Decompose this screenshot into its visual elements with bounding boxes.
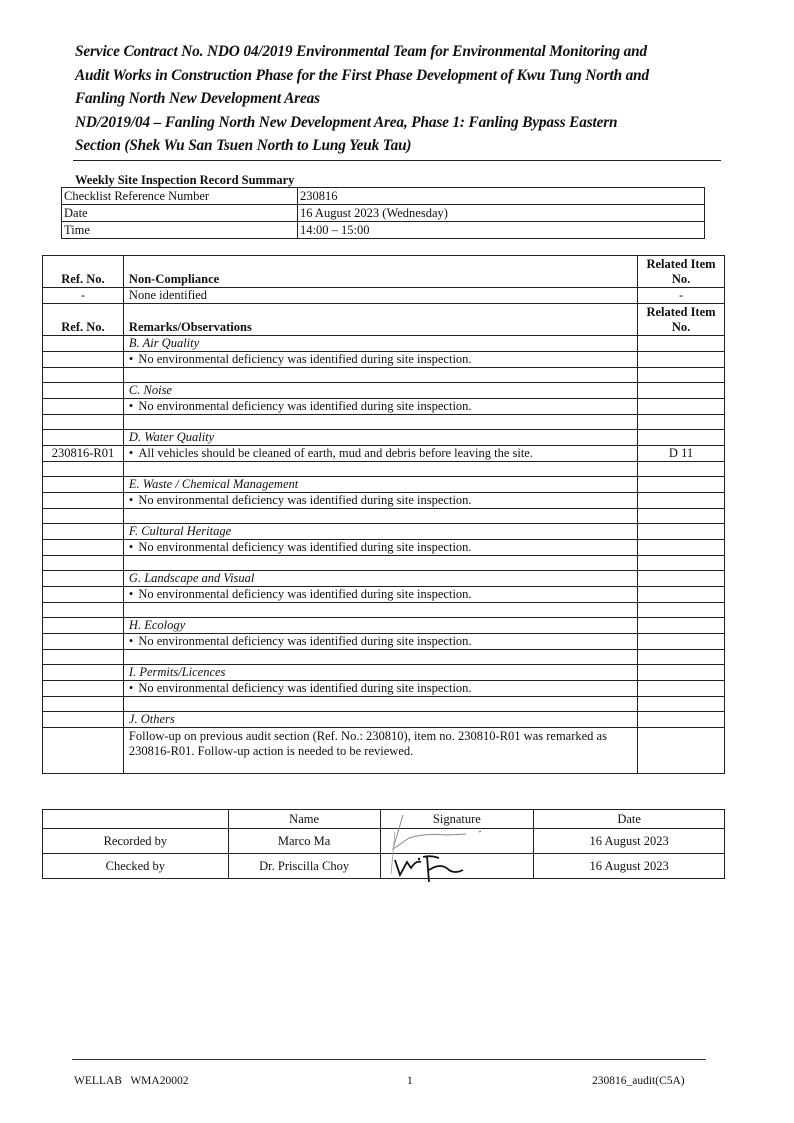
signature-header: Signature <box>380 810 534 829</box>
related-item-cell <box>638 712 725 728</box>
category-label: I. Permits/Licences <box>123 665 637 681</box>
page-number: 1 <box>407 1075 413 1087</box>
related-item-cell <box>638 383 725 399</box>
signoff-row <box>43 829 725 854</box>
title-line: ND/2019/04 – Fanling North New Development Area, Phase 1: Fanling Bypass Eastern <box>75 113 618 131</box>
observation-text: • No environmental deficiency was identified during site inspection. <box>129 681 472 695</box>
ref-no-cell: - <box>43 288 124 304</box>
non-compliance-header: Non-Compliance <box>123 256 637 288</box>
footer-left: WELLAB WMA20002 <box>74 1075 189 1087</box>
date-cell: 16 August 2023 <box>534 829 725 854</box>
empty-cell <box>123 368 637 383</box>
category-row <box>43 618 725 634</box>
date-header: Date <box>534 810 725 829</box>
related-item-cell: - <box>638 288 725 304</box>
empty-cell <box>638 556 725 571</box>
spacer-row <box>43 603 725 618</box>
observation-cell <box>123 399 637 415</box>
category-label: E. Waste / Chemical Management <box>123 477 637 493</box>
title-line: Audit Works in Construction Phase for the First Phase Development of Kwu Tung North and <box>75 66 650 84</box>
category-row <box>43 571 725 587</box>
summary-value: 14:00 – 15:00 <box>298 222 705 239</box>
non-compliance-header-row <box>43 256 725 288</box>
empty-cell <box>638 509 725 524</box>
summary-key: Date <box>62 205 298 222</box>
ref-no-cell <box>43 477 124 493</box>
signoff-table <box>42 809 725 879</box>
observation-text: • No environmental deficiency was identified during site inspection. <box>129 493 472 507</box>
signature-cell <box>380 854 534 879</box>
observation-text: • No environmental deficiency was identified during site inspection. <box>129 352 472 366</box>
signature-cell <box>380 829 534 854</box>
ref-no-cell <box>43 336 124 352</box>
empty-cell <box>123 556 637 571</box>
category-row <box>43 336 725 352</box>
category-row <box>43 712 725 728</box>
name-cell: Marco Ma <box>228 829 380 854</box>
spacer-row <box>43 415 725 430</box>
ref-no-cell <box>43 681 124 697</box>
name-header: Name <box>228 810 380 829</box>
role-cell: Recorded by <box>43 829 229 854</box>
category-label: F. Cultural Heritage <box>123 524 637 540</box>
related-item-cell <box>638 587 725 603</box>
role-header <box>43 810 229 829</box>
empty-cell <box>43 556 124 571</box>
observation-text: • No environmental deficiency was identified during site inspection. <box>129 399 472 413</box>
observation-text: • No environmental deficiency was identified during site inspection. <box>129 587 472 601</box>
remarks-header: Remarks/Observations <box>123 304 637 336</box>
empty-cell <box>43 509 124 524</box>
ref-no-cell <box>43 540 124 556</box>
empty-cell <box>43 603 124 618</box>
related-item-cell <box>638 681 725 697</box>
ref-no-cell <box>43 399 124 415</box>
ref-no-cell <box>43 383 124 399</box>
signature-recorded-icon <box>381 829 535 855</box>
signoff-row <box>43 854 725 879</box>
empty-cell <box>123 697 637 712</box>
empty-cell <box>123 462 637 477</box>
ref-no-cell: 230816-R01 <box>43 446 124 462</box>
category-label: J. Others <box>123 712 637 728</box>
related-item-cell: D 11 <box>638 446 725 462</box>
ref-no-cell <box>43 634 124 650</box>
non-compliance-cell: None identified <box>123 288 637 304</box>
related-item-header: Related Item No. <box>638 304 725 336</box>
related-item-cell <box>638 477 725 493</box>
summary-key: Checklist Reference Number <box>62 188 298 205</box>
ref-no-cell <box>43 352 124 368</box>
spacer-row <box>43 509 725 524</box>
summary-row <box>62 222 705 239</box>
summary-row <box>62 188 705 205</box>
spacer-row <box>43 368 725 383</box>
non-compliance-row <box>43 288 725 304</box>
observation-row <box>43 399 725 415</box>
empty-cell <box>638 415 725 430</box>
observation-text: • No environmental deficiency was identified during site inspection. <box>129 540 472 554</box>
observation-cell <box>123 634 637 650</box>
title-divider <box>73 160 721 161</box>
empty-cell <box>43 697 124 712</box>
ref-no-header: Ref. No. <box>43 304 124 336</box>
others-row <box>43 728 725 774</box>
title-line: Section (Shek Wu San Tsuen North to Lung Yeuk Tau) <box>75 137 412 155</box>
category-row <box>43 665 725 681</box>
related-item-cell <box>638 524 725 540</box>
category-row <box>43 477 725 493</box>
title-line: Service Contract No. NDO 04/2019 Environmental Team for Environmental Monitoring and <box>75 43 648 60</box>
empty-cell <box>123 603 637 618</box>
empty-cell <box>638 650 725 665</box>
ref-no-cell <box>43 493 124 509</box>
ref-no-cell <box>43 587 124 603</box>
empty-cell <box>123 415 637 430</box>
role-cell: Checked by <box>43 854 229 879</box>
empty-cell <box>43 462 124 477</box>
observation-cell <box>123 587 637 603</box>
related-item-cell <box>638 634 725 650</box>
title-line: Fanling North New Development Areas <box>75 90 320 108</box>
related-item-cell <box>638 493 725 509</box>
remarks-header-row <box>43 304 725 336</box>
spacer-row <box>43 462 725 477</box>
related-item-cell <box>638 430 725 446</box>
summary-heading: Weekly Site Inspection Record Summary <box>75 173 295 187</box>
observation-row <box>43 493 725 509</box>
summary-key: Time <box>62 222 298 239</box>
observation-cell <box>123 681 637 697</box>
empty-cell <box>43 415 124 430</box>
category-label: G. Landscape and Visual <box>123 571 637 587</box>
ref-no-cell <box>43 712 124 728</box>
others-text: Follow-up on previous audit section (Ref. No.: 230810), item no. 230810-R01 was remarked as 230816-R01. Follow-up action is needed to be reviewed. <box>123 728 637 774</box>
category-label: D. Water Quality <box>123 430 637 446</box>
observation-row <box>43 681 725 697</box>
observation-cell <box>123 446 637 462</box>
signature-checked-icon <box>381 854 535 880</box>
category-label: B. Air Quality <box>123 336 637 352</box>
empty-cell <box>638 462 725 477</box>
spacer-row <box>43 650 725 665</box>
category-label: C. Noise <box>123 383 637 399</box>
signoff-header-row <box>43 810 725 829</box>
category-label: H. Ecology <box>123 618 637 634</box>
related-item-cell <box>638 399 725 415</box>
ref-no-header: Ref. No. <box>43 256 124 288</box>
empty-cell <box>123 509 637 524</box>
observation-cell <box>123 493 637 509</box>
name-cell: Dr. Priscilla Choy <box>228 854 380 879</box>
category-row <box>43 524 725 540</box>
observation-row <box>43 540 725 556</box>
observation-cell <box>123 540 637 556</box>
related-item-cell <box>638 618 725 634</box>
observation-row <box>43 587 725 603</box>
ref-no-cell <box>43 665 124 681</box>
spacer-row <box>43 697 725 712</box>
empty-cell <box>43 650 124 665</box>
empty-cell <box>123 650 637 665</box>
related-item-header: Related Item No. <box>638 256 725 288</box>
empty-cell <box>638 697 725 712</box>
ref-no-cell <box>43 524 124 540</box>
summary-row <box>62 205 705 222</box>
ref-no-cell <box>43 571 124 587</box>
observation-row <box>43 352 725 368</box>
observation-cell <box>123 352 637 368</box>
related-item-cell <box>638 352 725 368</box>
empty-cell <box>638 603 725 618</box>
category-row <box>43 430 725 446</box>
observation-row <box>43 446 725 462</box>
related-item-cell <box>638 336 725 352</box>
inspection-table <box>42 255 725 774</box>
empty-cell <box>43 368 124 383</box>
footer-divider <box>72 1059 706 1060</box>
spacer-row <box>43 556 725 571</box>
summary-table <box>61 187 705 239</box>
summary-value: 16 August 2023 (Wednesday) <box>298 205 705 222</box>
ref-no-cell <box>43 728 124 774</box>
document-title <box>75 40 715 158</box>
related-item-cell <box>638 571 725 587</box>
observation-text: • All vehicles should be cleaned of earth, mud and debris before leaving the site. <box>129 446 533 460</box>
related-item-cell <box>638 728 725 774</box>
ref-no-cell <box>43 430 124 446</box>
date-cell: 16 August 2023 <box>534 854 725 879</box>
related-item-cell <box>638 665 725 681</box>
category-row <box>43 383 725 399</box>
ref-no-cell <box>43 618 124 634</box>
empty-cell <box>638 368 725 383</box>
observation-row <box>43 634 725 650</box>
footer-right: 230816_audit(C5A) <box>592 1075 685 1087</box>
related-item-cell <box>638 540 725 556</box>
summary-value: 230816 <box>298 188 705 205</box>
observation-text: • No environmental deficiency was identified during site inspection. <box>129 634 472 648</box>
